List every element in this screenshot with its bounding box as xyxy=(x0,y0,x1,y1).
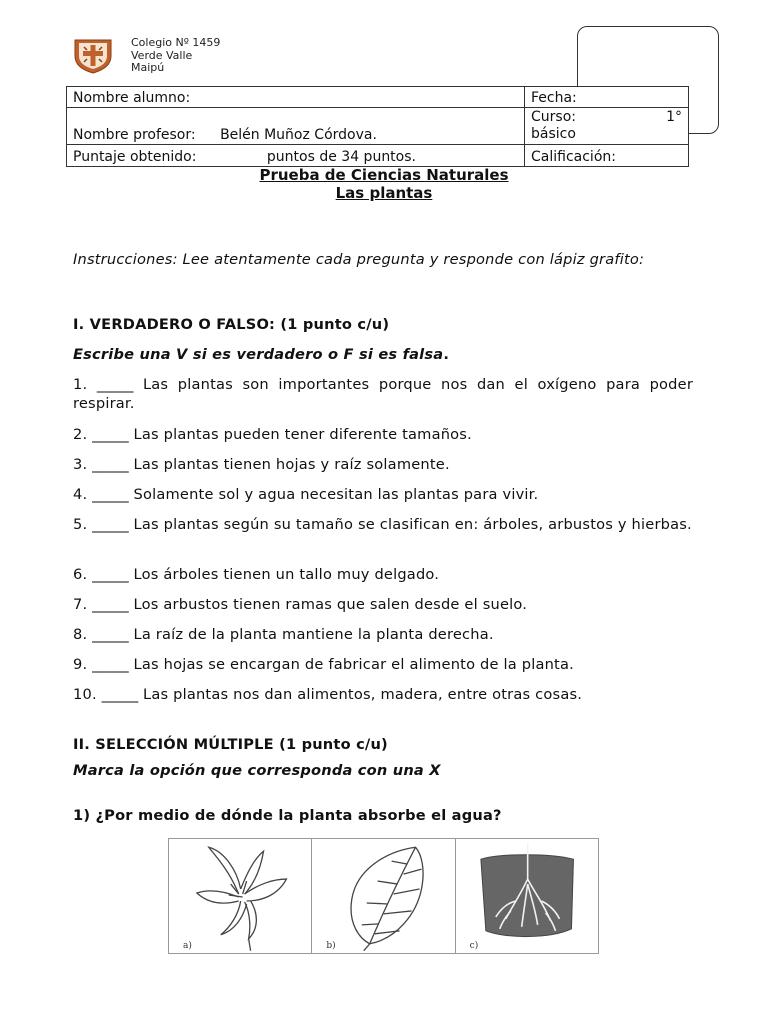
question-item-2 xyxy=(73,425,693,444)
question-1: 1) ¿Por medio de dónde la planta absorbe el agua? xyxy=(73,807,502,824)
section1-instruction-text: Escribe una V si es verdadero o F si es falsa xyxy=(73,346,444,363)
course-cell xyxy=(525,108,689,145)
score-value: puntos de 34 puntos. xyxy=(266,149,416,165)
item-number: 4. xyxy=(73,486,88,503)
answer-blank[interactable]: _____ xyxy=(92,516,129,533)
option-b[interactable] xyxy=(312,839,455,953)
answer-blank[interactable]: _____ xyxy=(92,566,129,583)
item-text: Solamente sol y agua necesitan las plantas para vivir. xyxy=(133,486,539,503)
question-item-8 xyxy=(73,625,693,644)
option-c[interactable] xyxy=(456,839,598,953)
question-item-4 xyxy=(73,485,693,504)
test-title: Prueba de Ciencias Naturales xyxy=(259,166,509,184)
item-text: Los árboles tienen un tallo muy delgado. xyxy=(133,566,440,583)
answer-blank[interactable]: _____ xyxy=(92,626,129,643)
item-number: 3. xyxy=(73,456,88,473)
school-line-2: Verde Valle xyxy=(131,48,193,62)
school-line-1: Colegio Nº 1459 xyxy=(131,36,221,49)
item-number: 5. xyxy=(73,516,88,533)
item-text: Los arbustos tienen ramas que salen desde el suelo. xyxy=(133,596,528,613)
item-number: 9. xyxy=(73,656,88,673)
item-text: Las plantas pueden tener diferente tamaños. xyxy=(133,426,472,443)
item-text: Las plantas tienen hojas y raíz solamente. xyxy=(133,456,450,473)
school-line-3: Maipú xyxy=(131,61,165,74)
item-number: 2. xyxy=(73,426,88,443)
student-name-cell[interactable] xyxy=(67,87,525,108)
item-number: 7. xyxy=(73,596,88,613)
answer-options-images xyxy=(168,838,599,954)
item-number: 1. xyxy=(73,376,88,393)
instructions: Instrucciones: Lee atentamente cada pregunta y responde con lápiz grafito: xyxy=(73,251,645,268)
teacher-label: Nombre profesor: xyxy=(73,127,196,143)
item-text: Las plantas nos dan alimentos, madera, entre otras cosas. xyxy=(142,686,583,703)
question-item-10 xyxy=(73,685,693,704)
answer-blank[interactable]: _____ xyxy=(101,686,139,703)
score-cell[interactable] xyxy=(67,145,525,167)
section2-heading: II. SELECCIÓN MÚLTIPLE (1 punto c/u) xyxy=(73,736,388,753)
leaf-icon xyxy=(312,839,454,953)
option-a-label: a) xyxy=(183,941,192,951)
course-value: 1° xyxy=(666,109,682,125)
answer-blank[interactable]: _____ xyxy=(96,376,134,393)
teacher-name: Belén Muñoz Córdova. xyxy=(220,127,377,143)
question-item-5 xyxy=(73,515,693,534)
section1-instruction-end: . xyxy=(443,346,450,363)
question-item-7 xyxy=(73,595,693,614)
option-b-label: b) xyxy=(326,941,336,951)
answer-blank[interactable]: _____ xyxy=(92,596,129,613)
answer-blank[interactable]: _____ xyxy=(92,456,129,473)
answer-blank[interactable]: _____ xyxy=(92,426,129,443)
school-logo xyxy=(72,38,114,74)
roots-icon xyxy=(456,839,598,953)
course-label: Curso: xyxy=(531,109,576,125)
section1-heading: I. VERDADERO O FALSO: (1 punto c/u) xyxy=(73,316,390,333)
flower-icon xyxy=(169,839,311,953)
date-cell[interactable] xyxy=(525,87,689,108)
student-info-table xyxy=(66,86,689,167)
item-text: Las hojas se encargan de fabricar el alimento de la planta. xyxy=(133,656,574,673)
answer-blank[interactable]: _____ xyxy=(92,486,129,503)
course-level: básico xyxy=(531,126,576,142)
item-number: 8. xyxy=(73,626,88,643)
item-number: 10. xyxy=(73,686,97,703)
section2-instruction: Marca la opción que corresponda con una X xyxy=(73,762,441,779)
item-text: La raíz de la planta mantiene la planta derecha. xyxy=(133,626,494,643)
item-number: 6. xyxy=(73,566,88,583)
score-label: Puntaje obtenido: xyxy=(73,149,197,165)
question-item-3 xyxy=(73,455,693,474)
item-text: Las plantas según su tamaño se clasifican en: árboles, arbustos y hierbas. xyxy=(133,516,692,533)
question-item-1 xyxy=(73,375,693,413)
item-text: Las plantas son importantes porque nos dan el oxígeno para poder respirar. xyxy=(73,376,694,412)
grade-cell[interactable] xyxy=(525,145,689,167)
answer-blank[interactable]: _____ xyxy=(92,656,129,673)
question-item-9 xyxy=(73,655,693,674)
date-label: Fecha: xyxy=(531,90,577,106)
school-name xyxy=(131,37,220,75)
section1-instruction xyxy=(73,345,693,364)
student-name-label: Nombre alumno: xyxy=(73,90,191,106)
option-a[interactable] xyxy=(169,839,312,953)
grade-label: Calificación: xyxy=(531,149,616,165)
test-subtitle: Las plantas xyxy=(335,184,433,202)
teacher-cell xyxy=(67,108,525,145)
option-c-label: c) xyxy=(469,941,479,951)
question-item-6 xyxy=(73,565,693,584)
